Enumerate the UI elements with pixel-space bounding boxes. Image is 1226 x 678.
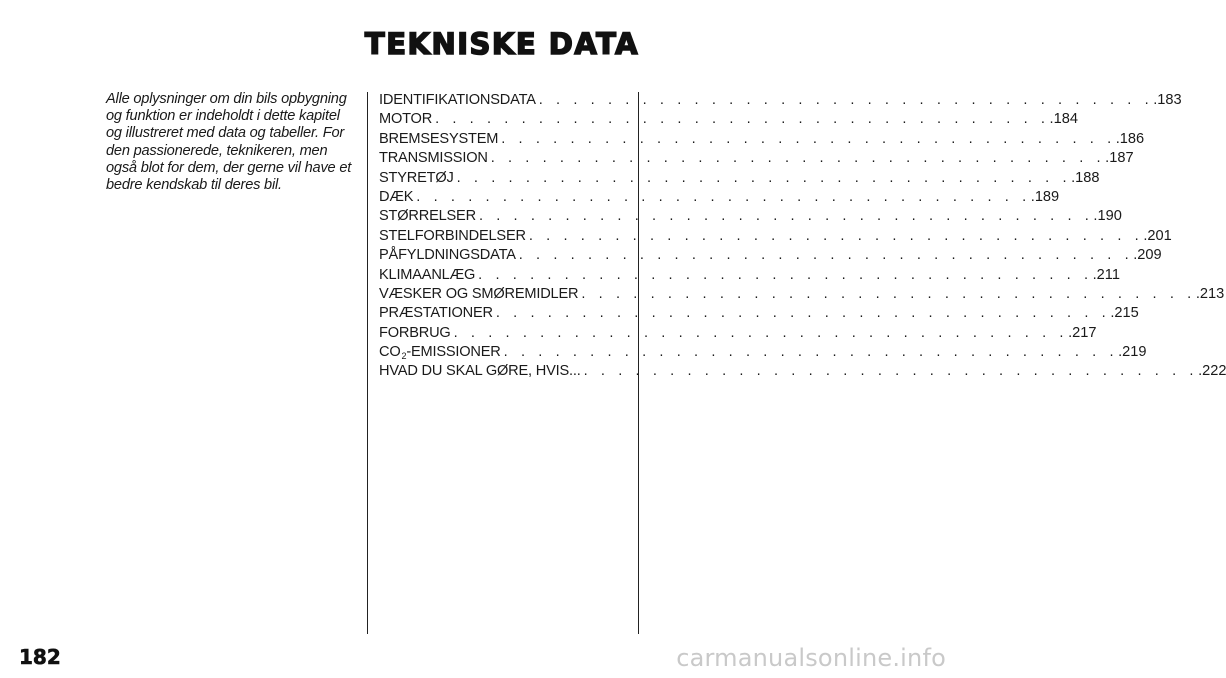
toc-leader-dots: . . . . . . . . . . . . . . . . . . . . . . . . . . . . . . . . . . . .: [435, 111, 1050, 128]
chapter-intro: Alle oplysninger om din bils opbygning og funktion er indeholdt i dette kapitel og illustreret med data og tabeller. For den passionerede, teknikeren, men også blot for dem, der gerne vil have et bedre kendskab til deres bil.: [106, 91, 352, 194]
toc-label: MOTOR: [379, 111, 433, 128]
toc-page-number: .209: [1133, 247, 1162, 264]
toc-entry-styretoj[interactable]: [379, 169, 1100, 188]
toc-leader-dots: . . . . . . . . . . . . . . . . . . . . . . . . . . . . . . . . . . . .: [518, 247, 1134, 264]
toc-page-number: .190: [1093, 208, 1122, 225]
toc-page-number: .201: [1143, 227, 1172, 244]
toc-entry-praestationer[interactable]: [379, 304, 1139, 323]
toc-leader-dots: . . . . . . . . . . . . . . . . . . . . . . . . . . . . . . . . . . . .: [538, 92, 1154, 108]
column-divider-left: [367, 92, 368, 634]
toc-page-number: .183: [1153, 92, 1182, 108]
toc-leader-dots: . . . . . . . . . . . . . . . . . . . . . . . . . . . . . . . . . . . .: [501, 130, 1116, 147]
toc-label: HVAD DU SKAL GØRE, HVIS...: [379, 363, 581, 380]
toc-page-number: .219: [1118, 344, 1147, 361]
toc-page-number: .188: [1071, 169, 1100, 186]
page-number: 182: [19, 645, 61, 669]
toc-leader-dots: . . . . . . . . . . . . . . . . . . . . . . . . . . . . . . . . . . . .: [583, 363, 1199, 380]
toc-entry-daek[interactable]: [379, 188, 1060, 207]
toc-leader-dots: . . . . . . . . . . . . . . . . . . . . . . . . . . . . . . . . . . . .: [478, 266, 1093, 283]
toc-label-prefix: CO: [379, 344, 401, 361]
toc-label: [379, 343, 501, 362]
watermark: carmanualsonline.info: [676, 644, 946, 672]
toc-leader-dots: . . . . . . . . . . . . . . . . . . . . . . . . . . . . . . . . . . . .: [495, 305, 1111, 322]
toc-label: STELFORBINDELSER: [379, 227, 526, 244]
toc-entry-identifikationsdata[interactable]: [379, 91, 1182, 110]
toc-label: VÆSKER OG SMØREMIDLER: [379, 285, 579, 302]
toc-page-number: .211: [1092, 266, 1120, 283]
toc-label-subscript: 2: [401, 351, 407, 362]
toc-page-number: .213: [1195, 285, 1225, 302]
toc-entry-transmission[interactable]: [379, 149, 1134, 168]
toc-leader-dots: . . . . . . . . . . . . . . . . . . . . . . . . . . . . . . . . . . . .: [490, 150, 1106, 167]
toc-page-number: .217: [1068, 324, 1097, 341]
toc-label: BREMSESYSTEM: [379, 130, 499, 147]
toc-leader-dots: . . . . . . . . . . . . . . . . . . . . . . . . . . . . . . . . . . . .: [456, 169, 1072, 186]
toc-label: STYRETØJ: [379, 169, 454, 186]
toc-label: STØRRELSER: [379, 208, 476, 225]
toc-label: DÆK: [379, 188, 414, 205]
toc-entry-storrelser[interactable]: [379, 207, 1122, 226]
toc-label-suffix: -EMISSIONER: [406, 344, 501, 361]
toc-entry-motor[interactable]: [379, 110, 1078, 129]
toc-leader-dots: . . . . . . . . . . . . . . . . . . . . . . . . . . . . . . . . . . . .: [478, 208, 1094, 225]
page-title: TEKNISKE DATA: [364, 27, 640, 61]
toc-page-number: .215: [1110, 305, 1139, 322]
toc-entry-pafyldningsdata[interactable]: [379, 246, 1162, 265]
toc-entry-vaesker-og-smoremidler[interactable]: [379, 285, 1225, 304]
toc-entry-forbrug[interactable]: [379, 324, 1097, 343]
toc-page-number: .184: [1049, 111, 1078, 128]
toc-page-number: .187: [1105, 150, 1134, 167]
toc-label: FORBRUG: [379, 324, 451, 341]
toc-label: PRÆSTATIONER: [379, 305, 493, 322]
toc-page-number: .222: [1198, 363, 1226, 380]
toc-label: KLIMAANLÆG: [379, 266, 476, 283]
table-of-contents: [379, 91, 1226, 382]
toc-entry-bremsesystem[interactable]: [379, 130, 1145, 149]
toc-label: TRANSMISSION: [379, 150, 488, 167]
toc-entry-hvad-du-skal-gore[interactable]: [379, 362, 1226, 381]
toc-label: IDENTIFIKATIONSDATA: [379, 92, 536, 108]
toc-label: PÅFYLDNINGSDATA: [379, 247, 516, 264]
toc-entry-stelforbindelser[interactable]: [379, 227, 1172, 246]
toc-leader-dots: . . . . . . . . . . . . . . . . . . . . . . . . . . . . . . . . . . . .: [528, 227, 1144, 244]
toc-leader-dots: . . . . . . . . . . . . . . . . . . . . . . . . . . . . . . . . . . . .: [453, 324, 1069, 341]
toc-page-number: .186: [1115, 130, 1145, 147]
toc-entry-co2-emissioner[interactable]: [379, 343, 1147, 362]
toc-leader-dots: . . . . . . . . . . . . . . . . . . . . . . . . . . . . . . . . . . . .: [581, 285, 1196, 302]
toc-leader-dots: . . . . . . . . . . . . . . . . . . . . . . . . . . . . . . . . . . . .: [503, 344, 1119, 361]
toc-leader-dots: . . . . . . . . . . . . . . . . . . . . . . . . . . . . . . . . . . . .: [416, 188, 1031, 205]
toc-entry-klimaanlaeg[interactable]: [379, 266, 1120, 285]
toc-page-number: .189: [1030, 188, 1060, 205]
